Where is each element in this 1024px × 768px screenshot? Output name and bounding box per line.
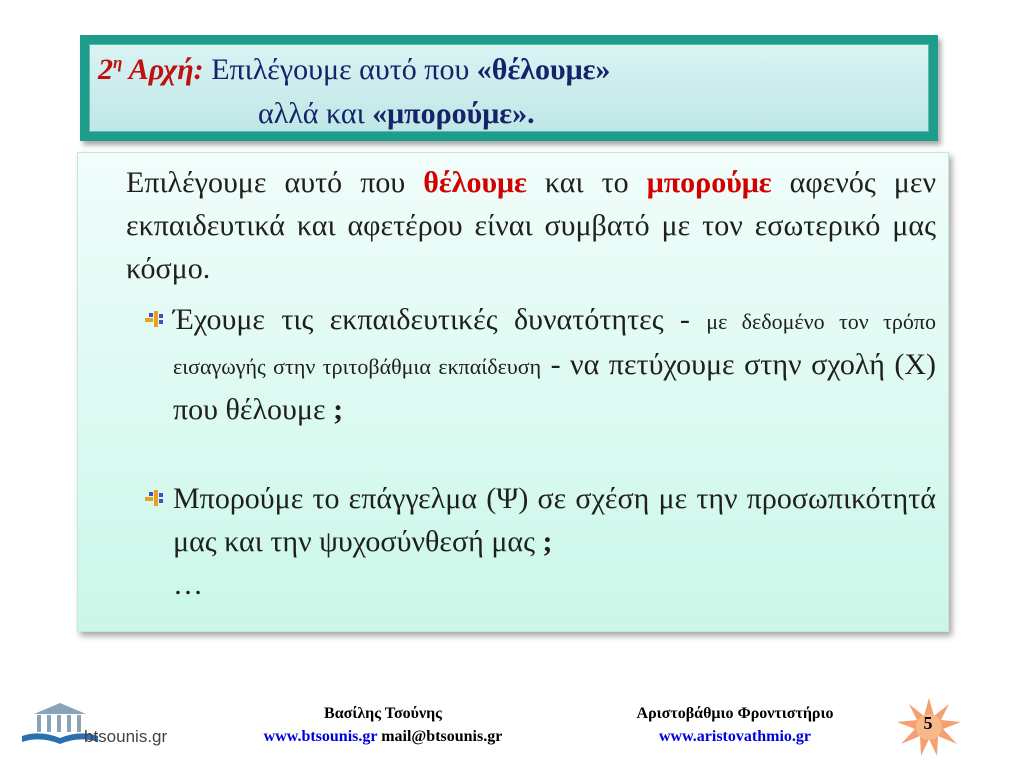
bullet1-small-text: με δεδομένο τον τρόπο εισαγωγής στην τριτοβάθμια εκπαίδευση [173,309,936,379]
bullet1-question-mark: ; [333,393,344,426]
bullet-item-2 [173,477,936,606]
bullet2-text: Μπορούμε το επάγγελμα (Ψ) σε σχέση με την προσωπικότητά μας και την ψυχοσύνθεσή μας [173,482,936,558]
logo-text: btsounis.gr [84,727,168,746]
intro-highlight-can: μπορούμε [646,166,772,199]
title-frame [80,35,938,141]
bullet1-text-b: - να πετύχουμε στην σχολή (Χ) που θέλουμε [173,348,937,426]
content-panel [77,152,949,632]
bullet1-text-a: Έχουμε τις εκπαιδευτικές δυνατότητες - [173,303,690,336]
bullet2-ellipsis: … [173,568,203,601]
bullet-icon [145,489,163,507]
footer-org-block [600,702,870,748]
bullet-item-1 [173,298,936,431]
intro-paragraph [126,161,936,290]
title-line-1 [98,53,610,87]
org-name: Αριστοβάθμιο Φροντιστήριο [636,705,834,722]
author-email[interactable]: mail@btsounis.gr [381,728,503,745]
footer-author-block [228,702,538,748]
bullet-icon [145,310,163,328]
author-name: Βασίλης Τσούνης [324,705,442,722]
title-text-2: αλλά και [258,97,365,130]
intro-text-2: και το [544,166,629,199]
bullet2-question-mark: ; [542,525,553,558]
title-bold-2: «μπορούμε». [372,97,535,130]
title-text-1: Επιλέγουμε αυτό που [211,53,470,86]
intro-highlight-want: θέλουμε [423,166,527,199]
intro-text-3: αφενός μεν εκπαιδευτικά και αφετέρου είναι συμβατό με τον εσωτερικό μας κόσμο. [126,166,937,285]
title-prefix: $2^\eta$ Αρχή: [98,53,204,86]
title-panel [89,44,929,132]
intro-text-1: Επιλέγουμε αυτό που [126,166,406,199]
title-bold-1: «θέλουμε» [476,53,611,86]
page-number: 5 [923,713,933,733]
org-website-link[interactable]: www.aristovathmio.gr [659,728,811,745]
title-line-2 [258,97,535,131]
author-website-link[interactable]: www.btsounis.gr [263,728,378,745]
